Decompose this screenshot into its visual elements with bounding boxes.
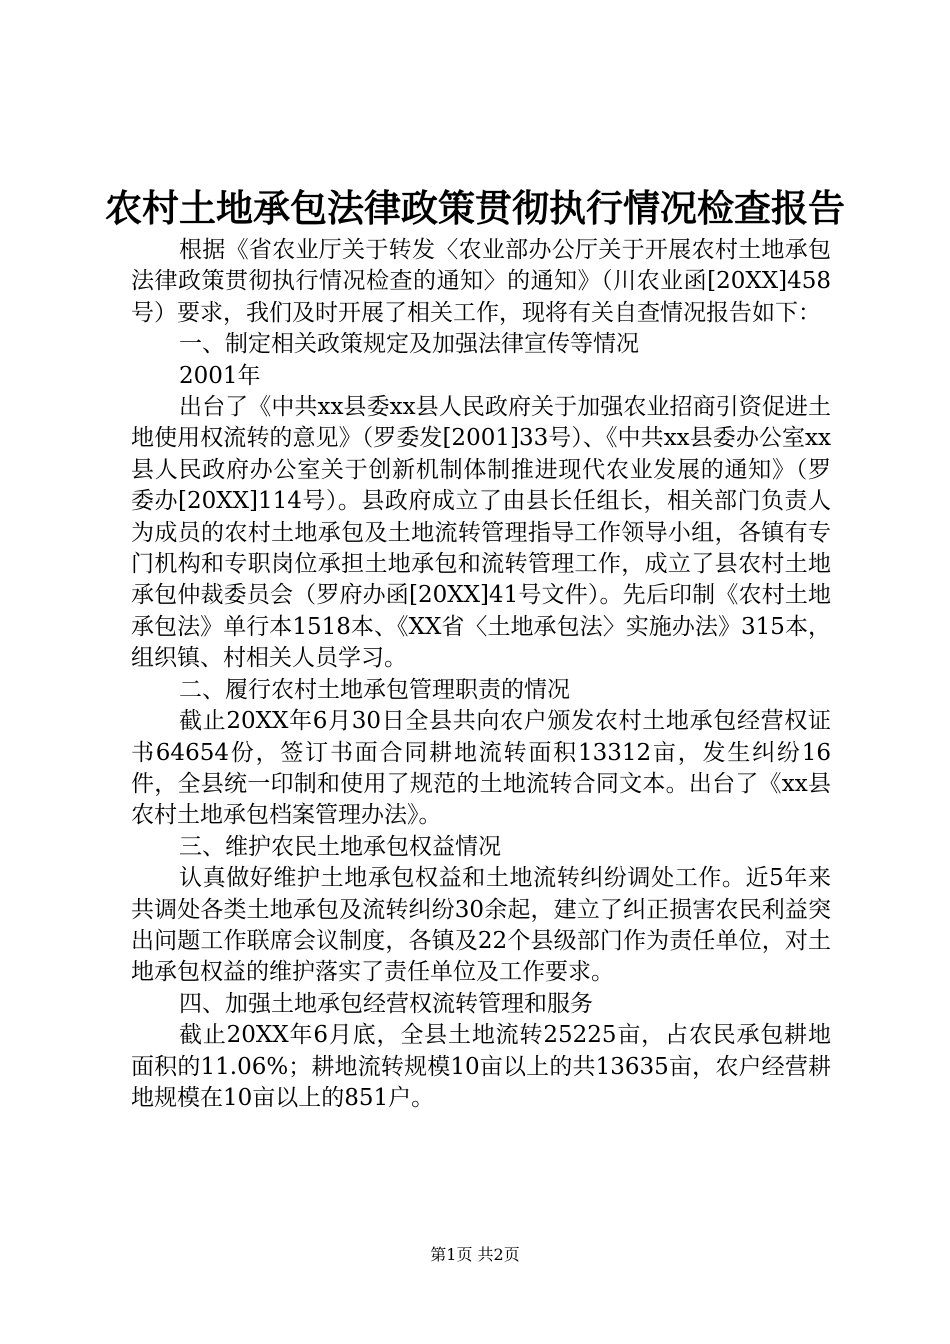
section-heading-4: 四、加强土地承包经营权流转管理和服务 bbox=[179, 990, 593, 1017]
section-4-paragraph: 截止20XX年6月底，全县土地流转25225亩，占农民承包耕地面积的11.06%；耕地流转规模10亩以上的共13635亩，农户经营耕地规模在10亩以上的851户。 bbox=[131, 1022, 831, 1111]
page-footer: 第1页 共2页 bbox=[430, 1245, 520, 1264]
intro-paragraph: 根据《省农业厅关于转发〈农业部办公厅关于开展农村土地承包法律政策贯彻执行情况检查的通知〉的通知》（川农业函[20XX]458号）要求，我们及时开展了相关工作，现将有关自查情况报告如下： bbox=[131, 237, 831, 326]
section-3-paragraph: 认真做好维护土地承包权益和土地流转纠纷调处工作。近5年来共调处各类土地承包及流转纠纷30余起，建立了纠正损害农民利益突出问题工作联席会议制度，各镇及22个县级部门作为责任单位，对土地承包权益的维护落实了责任单位及工作要求。 bbox=[131, 865, 831, 986]
section-heading-2: 二、履行农村土地承包管理职责的情况 bbox=[179, 676, 570, 703]
section-2-paragraph: 截止20XX年6月30日全县共向农户颁发农村土地承包经营权证书64654份，签订书面合同耕地流转面积13312亩，发生纠纷16件，全县统一印制和使用了规范的土地流转合同文本。出台了《xx县农村土地承包档案管理办法》。 bbox=[131, 708, 831, 829]
section-1-paragraph: 出台了《中共xx县委xx县人民政府关于加强农业招商引资促进土地使用权流转的意见》（罗委发[2001]33号）、《中共xx县委办公室xx县人民政府办公室关于创新机制体制推进现代农业发展的通知》（罗委办[20XX]114号）。县政府成立了由县长任组长，相关部门负责人为成员的农村土地承包及土地流转管理指导工作领导小组，各镇有专门机构和专职岗位承担土地承包和流转管理工作，成立了县农村土地承包仲裁委员会（罗府办函[20XX]41号文件）。先后印制《农村土地承包法》单行本1518本、《XX省〈土地承包法〉实施办法》315本，组织镇、村相关人员学习。 bbox=[131, 394, 831, 672]
document-body bbox=[131, 235, 831, 1114]
document-title: 农村土地承包法律政策贯彻执行情况检查报告 bbox=[105, 186, 845, 230]
year-line: 2001年 bbox=[179, 362, 261, 389]
section-heading-3: 三、维护农民土地承包权益情况 bbox=[179, 833, 501, 860]
section-heading-1: 一、制定相关政策规定及加强法律宣传等情况 bbox=[179, 331, 639, 358]
